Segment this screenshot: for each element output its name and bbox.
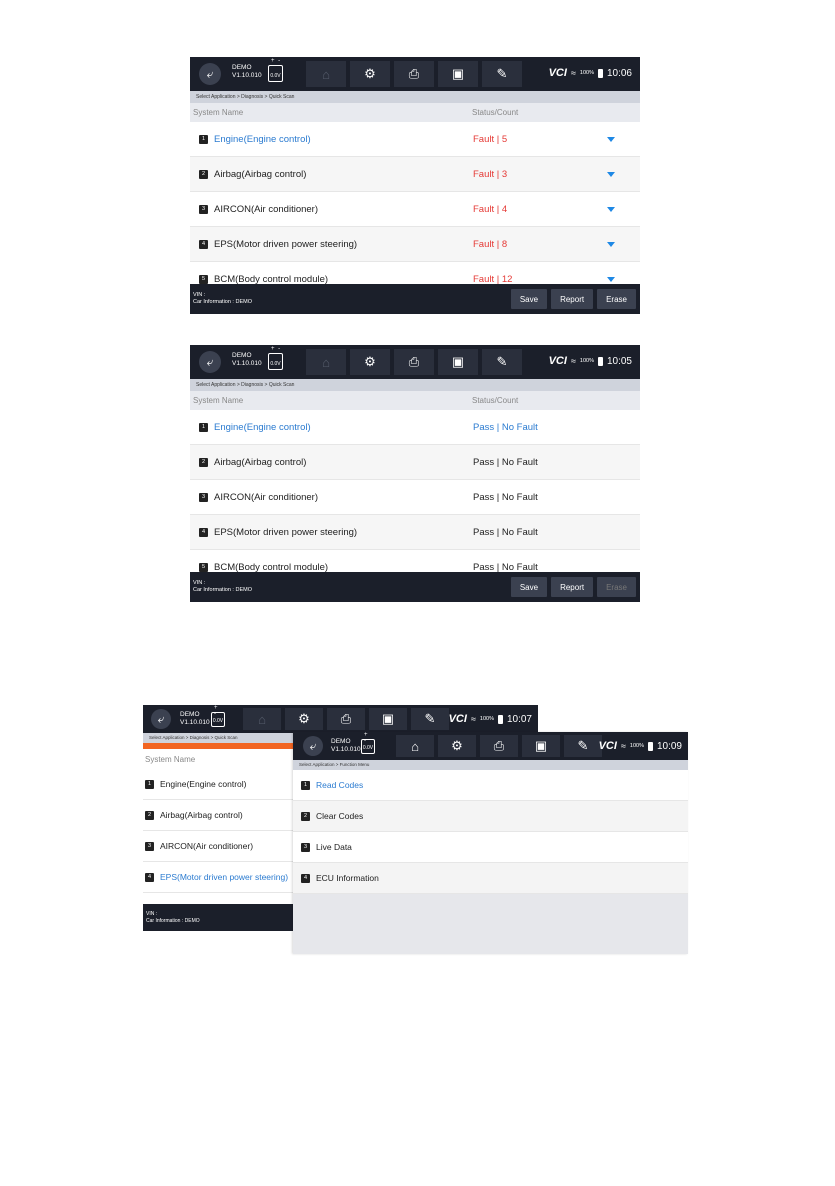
clock: 10:09 <box>656 740 682 752</box>
status-count: Fault | 8 <box>473 238 508 250</box>
action-buttons <box>511 289 636 309</box>
battery-percent: 100% <box>479 716 494 722</box>
menu-item-clear-codes[interactable] <box>293 801 688 832</box>
item-label: Read Codes <box>316 780 364 790</box>
clock: 10:07 <box>506 713 532 725</box>
battery-voltage-icon: + - 0.0V <box>268 65 283 82</box>
demo-version: DEMO V1.10.010 <box>232 64 262 79</box>
home-icon[interactable]: ⌂ <box>306 349 346 375</box>
column-status-count: Status/Count <box>472 108 519 117</box>
column-system-name: System Name <box>193 108 244 117</box>
system-row-airbag[interactable] <box>190 445 640 480</box>
breadcrumb: Select Application > Function Menu <box>293 760 688 770</box>
top-bar <box>293 732 688 760</box>
bottom-bar <box>190 572 640 602</box>
system-name: Airbag(Airbag control) <box>160 810 243 820</box>
status-area <box>599 740 682 752</box>
battery-icon <box>498 715 503 724</box>
status-count: Fault | 5 <box>473 133 508 145</box>
status-count: Fault | 3 <box>473 168 508 180</box>
toolbar <box>243 708 449 730</box>
expand-arrow-icon[interactable] <box>607 277 615 282</box>
system-name: EPS(Motor driven power steering) <box>214 526 358 538</box>
clock: 10:06 <box>606 67 632 79</box>
row-number: 1 <box>199 135 208 144</box>
quick-scan-pass-screen <box>190 345 640 602</box>
menu-item-ecu-information[interactable] <box>293 863 688 894</box>
system-row-aircon[interactable] <box>190 480 640 515</box>
row-number: 5 <box>199 275 208 284</box>
edit-icon[interactable]: ✎ <box>482 349 522 375</box>
menu-item-live-data[interactable] <box>293 832 688 863</box>
vci-icon: VCI <box>548 67 567 79</box>
status-count: Pass | No Fault <box>473 491 538 503</box>
vci-icon: VCI <box>448 713 467 725</box>
expand-arrow-icon[interactable] <box>607 137 615 142</box>
top-bar <box>190 345 640 379</box>
home-icon[interactable]: ⌂ <box>396 735 434 757</box>
battery-voltage-icon: + - 0.0V <box>268 353 283 370</box>
status-count: Fault | 4 <box>473 203 508 215</box>
system-name: AIRCON(Air conditioner) <box>214 203 318 215</box>
expand-arrow-icon[interactable] <box>607 172 615 177</box>
status-count: Pass | No Fault <box>473 421 538 433</box>
wifi-icon: ≈ <box>620 741 626 751</box>
status-count: Fault | 12 <box>473 273 513 285</box>
status-count: Pass | No Fault <box>473 561 538 573</box>
system-row-engine[interactable] <box>190 410 640 445</box>
row-number: 2 <box>199 458 208 467</box>
status-area <box>449 713 532 725</box>
printer-icon[interactable]: ⎙ <box>394 349 434 375</box>
battery-voltage-icon: + - 0.0V <box>211 712 225 727</box>
erase-button[interactable]: Erase <box>597 577 636 597</box>
vci-icon: VCI <box>548 355 567 367</box>
wifi-icon: ≈ <box>470 714 476 724</box>
column-system-name: System Name <box>193 396 244 405</box>
row-number: 4 <box>199 240 208 249</box>
expand-arrow-icon[interactable] <box>607 207 615 212</box>
toolbar <box>306 349 522 375</box>
item-label: Live Data <box>316 842 352 852</box>
system-name: EPS(Motor driven power steering) <box>214 238 358 250</box>
gear-icon[interactable]: ⚙ <box>285 708 323 730</box>
image-icon[interactable]: ▣ <box>369 708 407 730</box>
empty-area <box>293 894 688 954</box>
erase-button[interactable]: Erase <box>597 289 636 309</box>
status-count: Pass | No Fault <box>473 526 538 538</box>
edit-icon[interactable]: ✎ <box>482 61 522 87</box>
expand-arrow-icon[interactable] <box>607 242 615 247</box>
item-label: ECU Information <box>316 873 379 883</box>
printer-icon[interactable]: ⎙ <box>480 735 518 757</box>
row-number: 2 <box>145 811 154 820</box>
clock: 10:05 <box>606 355 632 367</box>
demo-version: DEMO V1.10.010 <box>331 738 361 753</box>
system-name: EPS(Motor driven power steering) <box>160 872 289 882</box>
row-number: 1 <box>145 780 154 789</box>
system-row-airbag[interactable] <box>190 157 640 192</box>
home-icon[interactable]: ⌂ <box>306 61 346 87</box>
action-buttons <box>511 577 636 597</box>
system-row-engine[interactable] <box>190 122 640 157</box>
row-number: 5 <box>199 563 208 572</box>
printer-icon[interactable]: ⎙ <box>394 61 434 87</box>
column-header <box>190 103 640 122</box>
image-icon[interactable]: ▣ <box>438 61 478 87</box>
column-system-name: System Name <box>145 755 196 764</box>
save-button[interactable]: Save <box>511 289 547 309</box>
top-bar <box>190 57 640 91</box>
system-name: Airbag(Airbag control) <box>214 456 307 468</box>
row-number: 2 <box>199 170 208 179</box>
vehicle-info: VIN : Car Information : DEMO <box>146 911 200 924</box>
battery-icon <box>598 357 603 366</box>
quick-scan-fault-screen <box>190 57 640 314</box>
system-name: AIRCON(Air conditioner) <box>160 841 254 851</box>
battery-voltage-icon: + - 0.0V <box>361 739 375 754</box>
status-area <box>549 355 632 367</box>
system-name: AIRCON(Air conditioner) <box>214 491 318 503</box>
edit-icon[interactable]: ✎ <box>411 708 449 730</box>
back-arrow-icon[interactable]: ⤶ <box>151 709 171 729</box>
breadcrumb: Select Application > Diagnosis > Quick Scan <box>190 91 640 103</box>
battery-percent: 100% <box>579 70 594 76</box>
system-name: Engine(Engine control) <box>160 779 247 789</box>
toolbar <box>306 61 522 87</box>
demo-version: DEMO V1.10.010 <box>232 352 262 367</box>
column-status-count: Status/Count <box>472 396 519 405</box>
printer-icon[interactable]: ⎙ <box>327 708 365 730</box>
toolbar <box>396 735 602 757</box>
battery-percent: 100% <box>629 743 644 749</box>
item-label: Clear Codes <box>316 811 364 821</box>
image-icon[interactable]: ▣ <box>522 735 560 757</box>
gear-icon[interactable]: ⚙ <box>350 349 390 375</box>
item-number: 3 <box>301 843 310 852</box>
system-name: Engine(Engine control) <box>214 421 311 433</box>
system-row-eps[interactable] <box>190 227 640 262</box>
vci-icon: VCI <box>598 740 617 752</box>
save-button[interactable]: Save <box>511 577 547 597</box>
back-arrow-icon[interactable]: ⤶ <box>303 736 323 756</box>
breadcrumb: Select Application > Diagnosis > Quick Scan <box>190 379 640 391</box>
row-number: 4 <box>199 528 208 537</box>
row-number: 3 <box>145 842 154 851</box>
item-number: 1 <box>301 781 310 790</box>
status-area <box>549 67 632 79</box>
system-name: Engine(Engine control) <box>214 133 311 145</box>
gear-icon[interactable]: ⚙ <box>438 735 476 757</box>
back-arrow-icon[interactable]: ⤶ <box>199 351 221 373</box>
row-number: 1 <box>199 423 208 432</box>
back-arrow-icon[interactable]: ⤶ <box>199 63 221 85</box>
top-bar <box>143 705 538 733</box>
battery-percent: 100% <box>579 358 594 364</box>
edit-icon[interactable]: ✎ <box>564 735 602 757</box>
bottom-bar <box>143 904 293 931</box>
menu-item-read-codes[interactable] <box>293 770 688 801</box>
system-name: BCM(Body control module) <box>214 273 329 285</box>
system-name: BCM(Body control module) <box>214 561 329 573</box>
vehicle-info: VIN : Car Information : DEMO <box>193 580 252 593</box>
report-button[interactable]: Report <box>551 289 593 309</box>
vehicle-info: VIN : Car Information : DEMO <box>193 292 252 305</box>
wifi-icon: ≈ <box>570 356 576 366</box>
status-count: Pass | No Fault <box>473 456 538 468</box>
row-number: 3 <box>199 205 208 214</box>
demo-version: DEMO V1.10.010 <box>180 711 210 726</box>
function-menu-screen <box>293 732 688 954</box>
battery-icon <box>598 69 603 78</box>
report-button[interactable]: Report <box>551 577 593 597</box>
gear-icon[interactable]: ⚙ <box>350 61 390 87</box>
wifi-icon: ≈ <box>570 68 576 78</box>
system-name: Airbag(Airbag control) <box>214 168 307 180</box>
home-icon[interactable]: ⌂ <box>243 708 281 730</box>
battery-icon <box>648 742 653 751</box>
system-row-aircon[interactable] <box>190 192 640 227</box>
row-number: 4 <box>145 873 154 882</box>
item-number: 2 <box>301 812 310 821</box>
item-number: 4 <box>301 874 310 883</box>
bottom-bar <box>190 284 640 314</box>
system-row-eps[interactable] <box>190 515 640 550</box>
image-icon[interactable]: ▣ <box>438 349 478 375</box>
breadcrumb: Select Application > Diagnosis > Quick Scan <box>143 733 538 743</box>
column-header <box>190 391 640 410</box>
row-number: 3 <box>199 493 208 502</box>
